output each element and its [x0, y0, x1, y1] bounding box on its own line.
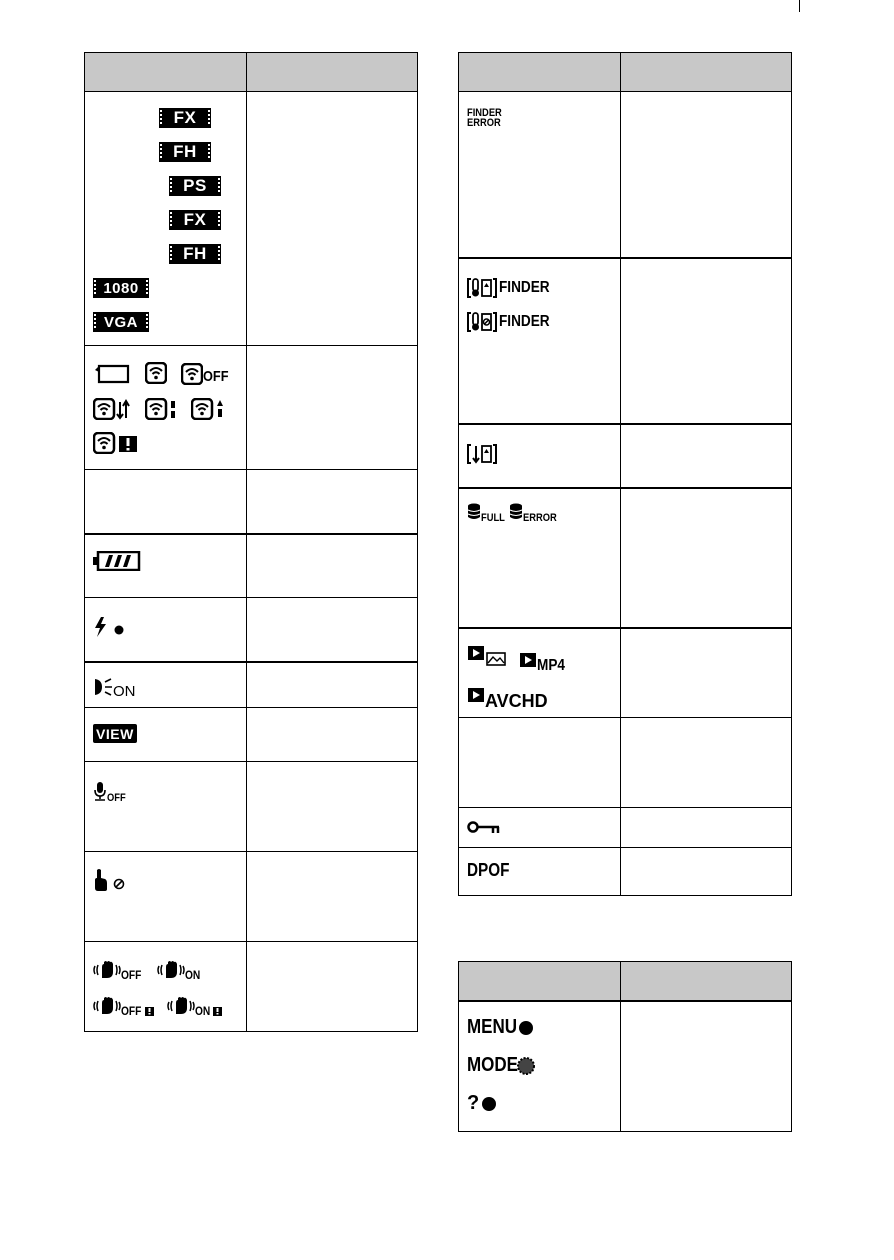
table-row	[85, 708, 418, 762]
fh-format-icon: FH	[159, 142, 211, 162]
touch-disabled-icon	[93, 868, 127, 892]
description-cell	[621, 92, 792, 258]
table-row	[459, 1001, 792, 1131]
finder-temperature-block-icon	[467, 311, 559, 333]
table-row	[459, 488, 792, 628]
dpof-cell	[459, 848, 621, 896]
description-cell	[247, 598, 418, 662]
protect-cell	[459, 808, 621, 848]
table-row	[459, 808, 792, 848]
steadyshot-off-icon	[93, 958, 145, 982]
help-button-icon	[467, 1092, 497, 1115]
table-row	[459, 848, 792, 896]
table-row	[85, 852, 418, 942]
finder-label: FINDER	[467, 107, 502, 119]
mic-cell	[85, 762, 247, 852]
description-cell	[621, 1001, 792, 1131]
steadyshot-on-warning-icon	[167, 994, 222, 1018]
touch-cell	[85, 852, 247, 942]
vga-format-icon: VGA	[93, 312, 149, 332]
mp4-label: MP4	[537, 656, 565, 674]
description-cell	[621, 628, 792, 718]
light-cell	[85, 662, 247, 708]
wifi-bars-icon	[145, 398, 177, 420]
error-label: ERROR	[467, 117, 501, 129]
description-cell	[621, 848, 792, 896]
finder-cell	[459, 424, 621, 488]
dpof-icon: DPOF	[467, 860, 510, 880]
description-cell	[247, 942, 418, 1032]
steadyshot-off-warning-icon	[93, 994, 154, 1018]
table-row	[85, 534, 418, 598]
help-label: ?	[467, 1092, 480, 1114]
flash-record-icon	[93, 616, 127, 638]
ps-format-icon: PS	[169, 176, 221, 196]
empty-cell	[85, 470, 247, 534]
on-label: ON	[195, 1004, 211, 1018]
database-error-icon	[509, 503, 563, 524]
table-row	[85, 470, 418, 534]
left-header-col2	[247, 53, 418, 92]
description-cell	[247, 852, 418, 942]
buttons-table	[458, 961, 792, 1132]
on-label: ON	[113, 682, 136, 700]
wifi-icon	[145, 362, 167, 384]
battery-icon	[93, 551, 141, 571]
buttons-header-col2	[621, 962, 792, 1002]
finder-error-icon	[467, 108, 508, 128]
description-cell	[247, 708, 418, 762]
database-full-icon	[467, 503, 509, 524]
table-row	[85, 762, 418, 852]
flash-cell	[85, 598, 247, 662]
mode-button-icon	[467, 1054, 535, 1077]
description-cell	[621, 424, 792, 488]
playback-cell	[459, 628, 621, 718]
wifi-transfer-icon	[93, 398, 131, 420]
steadyshot-on-icon	[157, 958, 203, 982]
1080-format-icon: 1080	[93, 278, 149, 298]
off-label: OFF	[121, 1004, 142, 1018]
finder-error-cell	[459, 92, 621, 258]
battery-cell	[85, 534, 247, 598]
table-row	[85, 346, 418, 470]
description-cell	[247, 762, 418, 852]
wifi-icons-cell	[85, 346, 247, 470]
view-icon: VIEW	[93, 724, 137, 743]
wifi-off-icon	[181, 362, 233, 385]
memory-card-icon	[93, 364, 131, 384]
finder-icon	[467, 443, 497, 465]
empty-cell	[459, 718, 621, 808]
fx-format-icon: FX	[159, 108, 211, 128]
wifi-up-icon	[191, 398, 227, 420]
table-row	[459, 424, 792, 488]
mic-off-icon	[93, 780, 129, 804]
description-cell	[247, 534, 418, 598]
button-icons-cell	[459, 1001, 621, 1131]
protect-key-icon	[467, 820, 501, 834]
left-header-col1	[85, 53, 247, 92]
table-row	[85, 92, 418, 346]
page-edge-line	[799, 0, 800, 12]
description-cell	[621, 488, 792, 628]
finder-temp-cell	[459, 258, 621, 424]
fx-format-icon-2: FX	[169, 210, 221, 230]
light-on-icon	[93, 675, 136, 700]
fh-format-icon-2: FH	[169, 244, 221, 264]
table-row	[459, 92, 792, 258]
playback-photo-icon	[467, 645, 507, 667]
off-label: OFF	[203, 368, 229, 385]
right-header-col2	[621, 53, 792, 92]
avchd-label: AVCHD	[485, 690, 548, 711]
format-icons-cell	[85, 92, 247, 346]
table-row	[85, 598, 418, 662]
on-label: ON	[185, 968, 201, 982]
table-row	[85, 942, 418, 1032]
description-cell	[621, 718, 792, 808]
right-table	[458, 52, 792, 896]
buttons-header-col1	[459, 962, 621, 1002]
menu-label: MENU	[467, 1016, 518, 1038]
description-cell	[247, 470, 418, 534]
finder-temperature-icon	[467, 277, 559, 299]
view-cell	[85, 708, 247, 762]
off-label: OFF	[107, 792, 126, 804]
menu-button-icon	[467, 1016, 534, 1039]
right-header-col1	[459, 53, 621, 92]
wifi-warning-icon	[93, 432, 139, 454]
description-cell	[621, 258, 792, 424]
left-table	[84, 52, 418, 1032]
error-label: ERROR	[523, 511, 557, 524]
full-label: FULL	[481, 511, 505, 524]
table-row	[459, 628, 792, 718]
finder-label: FINDER	[499, 312, 550, 330]
playback-mp4-icon	[519, 645, 570, 675]
description-cell	[247, 92, 418, 346]
off-label: OFF	[121, 968, 142, 982]
playback-avchd-icon	[467, 679, 548, 712]
mode-label: MODE	[467, 1054, 518, 1076]
steadyshot-cell	[85, 942, 247, 1032]
table-row	[459, 718, 792, 808]
description-cell	[247, 346, 418, 470]
description-cell	[621, 808, 792, 848]
table-row	[459, 258, 792, 424]
finder-label: FINDER	[499, 278, 550, 296]
database-cell	[459, 488, 621, 628]
description-cell	[247, 662, 418, 708]
table-row	[85, 662, 418, 708]
